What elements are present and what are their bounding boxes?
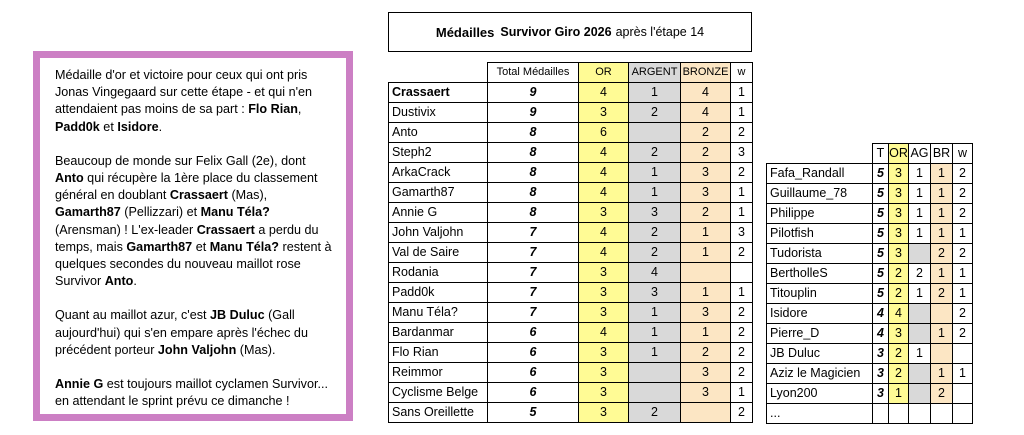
bronze-cell: 1	[931, 364, 953, 384]
bronze-cell	[931, 304, 953, 324]
bronze-cell: 1	[931, 184, 953, 204]
bronze-cell: 3	[681, 183, 731, 203]
table-row	[389, 283, 753, 303]
medals-side-table	[766, 143, 973, 424]
total-cell: 5	[873, 244, 889, 264]
header-or: OR	[579, 63, 629, 83]
commentary-run: ,	[297, 102, 302, 117]
table-row	[389, 343, 753, 363]
argent-cell: 1	[629, 343, 681, 363]
participant-name-cell: Manu Téla?	[389, 303, 488, 323]
participant-name: Gamarth87	[55, 205, 121, 220]
or-cell: 3	[889, 184, 909, 204]
total-cell: 9	[488, 83, 579, 103]
table-row	[767, 404, 973, 424]
bronze-cell: 1	[931, 204, 953, 224]
side-header-w: w	[953, 144, 973, 164]
participant-name: Crassaert	[169, 188, 228, 203]
argent-cell: 2	[629, 223, 681, 243]
table-row	[767, 224, 973, 244]
commentary-run: est toujours maillot cyclamen Survivor... en attendant le sprint prévu ce dimanche !	[55, 377, 328, 409]
header-w: w	[731, 63, 753, 83]
table-row	[389, 263, 753, 283]
side-table-header	[767, 144, 973, 164]
participant-name-cell: Padd0k	[389, 283, 488, 303]
total-cell: 8	[488, 203, 579, 223]
participant-name-cell: Gamarth87	[389, 183, 488, 203]
side-header-ag: AG	[909, 144, 931, 164]
w-cell: 2	[731, 403, 753, 423]
table-row	[389, 243, 753, 263]
argent-cell	[909, 384, 931, 404]
argent-cell: 1	[909, 224, 931, 244]
or-cell: 4	[579, 183, 629, 203]
commentary-run: qui récupère la 1ère place du classement général en doublant	[55, 171, 318, 203]
participant-name: Anto	[55, 171, 84, 186]
bronze-cell	[681, 403, 731, 423]
or-cell: 3	[889, 244, 909, 264]
bronze-cell: 2	[931, 244, 953, 264]
table-row	[767, 284, 973, 304]
total-cell: 7	[488, 263, 579, 283]
bronze-cell: 1	[931, 324, 953, 344]
or-cell: 3	[579, 263, 629, 283]
or-cell: 3	[889, 324, 909, 344]
total-cell: 6	[488, 323, 579, 343]
or-cell: 3	[889, 164, 909, 184]
bronze-cell: 3	[681, 363, 731, 383]
commentary-run: (Mas).	[236, 342, 276, 357]
bronze-cell: 2	[681, 143, 731, 163]
participant-name: Manu Téla?	[200, 205, 270, 220]
w-cell: 1	[953, 264, 973, 284]
or-cell: 3	[889, 224, 909, 244]
total-cell: 6	[488, 363, 579, 383]
commentary-run: et	[99, 119, 118, 134]
total-cell: 5	[873, 284, 889, 304]
side-header-or: OR	[889, 144, 909, 164]
participant-name-cell: Fafa_Randall	[767, 164, 873, 184]
table-row	[389, 303, 753, 323]
w-cell	[953, 404, 973, 424]
total-cell: 7	[488, 303, 579, 323]
table-row	[767, 184, 973, 204]
w-cell: 2	[953, 324, 973, 344]
w-cell: 2	[731, 163, 753, 183]
argent-cell: 3	[629, 283, 681, 303]
or-cell: 2	[889, 364, 909, 384]
bronze-cell: 4	[681, 83, 731, 103]
w-cell: 2	[731, 123, 753, 143]
argent-cell: 1	[629, 303, 681, 323]
total-cell: 5	[873, 164, 889, 184]
bronze-cell: 2	[681, 203, 731, 223]
participant-name: Padd0k	[55, 119, 100, 134]
bronze-cell	[931, 344, 953, 364]
or-cell: 3	[579, 363, 629, 383]
participant-name-cell: ArkaCrack	[389, 163, 488, 183]
w-cell: 2	[953, 304, 973, 324]
total-cell: 9	[488, 103, 579, 123]
or-cell: 4	[579, 143, 629, 163]
total-cell: 8	[488, 183, 579, 203]
participant-name: Manu Téla?	[209, 239, 279, 254]
w-cell: 2	[731, 363, 753, 383]
participant-name-cell: John Valjohn	[389, 223, 488, 243]
table-row	[389, 183, 753, 203]
participant-name-cell: Pilotfish	[767, 224, 873, 244]
table-row	[389, 203, 753, 223]
or-cell: 3	[579, 203, 629, 223]
bronze-cell: 1	[931, 164, 953, 184]
table-row	[389, 163, 753, 183]
bronze-cell: 3	[681, 303, 731, 323]
total-cell: 3	[873, 364, 889, 384]
argent-cell: 1	[909, 164, 931, 184]
bronze-cell	[931, 404, 953, 424]
or-cell: 2	[889, 344, 909, 364]
table-row	[389, 143, 753, 163]
commentary-run: (Mas),	[227, 188, 268, 203]
participant-name-cell: Crassaert	[389, 83, 488, 103]
participant-name: John Valjohn	[157, 342, 237, 357]
table-row	[389, 83, 753, 103]
table-row	[389, 363, 753, 383]
or-cell: 2	[889, 284, 909, 304]
table-row	[767, 304, 973, 324]
argent-cell	[629, 363, 681, 383]
argent-cell: 2	[629, 103, 681, 123]
w-cell	[953, 384, 973, 404]
participant-name: Annie G	[55, 377, 104, 392]
table-row	[389, 403, 753, 423]
or-cell: 4	[579, 323, 629, 343]
table-row	[767, 384, 973, 404]
participant-name-cell: Dustivix	[389, 103, 488, 123]
participant-name-cell: Annie G	[389, 203, 488, 223]
w-cell: 2	[731, 303, 753, 323]
total-cell: 6	[488, 383, 579, 403]
table-row	[767, 364, 973, 384]
commentary-run: Quant au maillot azur, c'est	[55, 308, 211, 323]
or-cell: 3	[579, 283, 629, 303]
bronze-cell: 1	[681, 283, 731, 303]
commentary-run: (Pellizzari) et	[120, 205, 201, 220]
commentary-paragraph-4	[55, 376, 336, 410]
commentary-run: Médaille d'or et victoire pour ceux qui ont pris Jonas Vingegaard sur cette étape - et qui n'en attendaient pas moins de sa part :	[55, 68, 313, 117]
w-cell: 2	[953, 204, 973, 224]
medals-table-header	[389, 63, 753, 83]
participant-name-cell: Reimmor	[389, 363, 488, 383]
participant-name-cell: ...	[767, 404, 873, 424]
participant-name: Crassaert	[196, 222, 255, 237]
w-cell: 1	[953, 224, 973, 244]
commentary-run: .	[158, 119, 163, 134]
argent-cell	[909, 364, 931, 384]
participant-name-cell: Flo Rian	[389, 343, 488, 363]
total-cell: 7	[488, 283, 579, 303]
bronze-cell: 1	[931, 264, 953, 284]
or-cell: 6	[579, 123, 629, 143]
participant-name-cell: Cyclisme Belge	[389, 383, 488, 403]
page-title	[388, 12, 752, 52]
participant-name: Anto	[104, 274, 134, 289]
w-cell	[731, 263, 753, 283]
bronze-cell: 2	[931, 384, 953, 404]
participant-name-cell: Philippe	[767, 204, 873, 224]
header-blank	[389, 63, 488, 83]
argent-cell: 1	[629, 83, 681, 103]
argent-cell: 2	[629, 143, 681, 163]
participant-name-cell: Rodania	[389, 263, 488, 283]
commentary-run: (Gall aujourd'hui) qui s'en empare après l'échec du précédent porteur	[55, 308, 308, 357]
argent-cell: 4	[629, 263, 681, 283]
w-cell: 2	[731, 323, 753, 343]
w-cell: 3	[731, 143, 753, 163]
total-cell: 5	[488, 403, 579, 423]
participant-name-cell: Sans Oreillette	[389, 403, 488, 423]
argent-cell	[909, 304, 931, 324]
participant-name: JB Duluc	[210, 308, 265, 323]
header-bronze: BRONZE	[681, 63, 731, 83]
or-cell	[889, 404, 909, 424]
commentary-run: et	[192, 239, 210, 254]
participant-name: Gamarth87	[126, 239, 193, 254]
total-cell: 6	[488, 343, 579, 363]
table-row	[767, 324, 973, 344]
title-stage: après l'étape 14	[615, 25, 705, 39]
argent-cell: 1	[629, 323, 681, 343]
participant-name-cell: Isidore	[767, 304, 873, 324]
or-cell: 3	[579, 343, 629, 363]
header-total: Total Médailles	[488, 63, 579, 83]
w-cell: 3	[731, 223, 753, 243]
total-cell: 4	[873, 324, 889, 344]
side-header-blank	[767, 144, 873, 164]
participant-name-cell: Steph2	[389, 143, 488, 163]
argent-cell: 1	[629, 183, 681, 203]
or-cell: 3	[889, 204, 909, 224]
commentary-text	[40, 58, 346, 410]
or-cell: 4	[579, 223, 629, 243]
or-cell: 1	[889, 384, 909, 404]
w-cell: 1	[731, 203, 753, 223]
participant-name-cell: Lyon200	[767, 384, 873, 404]
participant-name-cell: Pierre_D	[767, 324, 873, 344]
total-cell: 5	[873, 264, 889, 284]
participant-name-cell: Titouplin	[767, 284, 873, 304]
or-cell: 2	[889, 264, 909, 284]
w-cell: 1	[731, 103, 753, 123]
or-cell: 3	[579, 383, 629, 403]
table-row	[767, 164, 973, 184]
total-cell: 7	[488, 223, 579, 243]
commentary-run: .	[133, 274, 137, 289]
side-header-t: T	[873, 144, 889, 164]
commentary-paragraph-3	[55, 307, 336, 359]
table-row	[389, 323, 753, 343]
w-cell: 2	[731, 343, 753, 363]
bronze-cell: 1	[681, 243, 731, 263]
w-cell: 1	[953, 284, 973, 304]
w-cell: 2	[731, 243, 753, 263]
or-cell: 4	[579, 163, 629, 183]
bronze-cell: 1	[931, 224, 953, 244]
table-row	[389, 383, 753, 403]
total-cell: 5	[873, 184, 889, 204]
w-cell: 1	[731, 183, 753, 203]
commentary-run: (Arensman) ! L'ex-leader	[55, 222, 197, 237]
w-cell: 2	[953, 244, 973, 264]
argent-cell	[909, 324, 931, 344]
argent-cell: 2	[909, 264, 931, 284]
bronze-cell: 2	[681, 343, 731, 363]
bronze-cell: 3	[681, 163, 731, 183]
participant-name: Flo Rian	[248, 102, 298, 117]
bronze-cell: 3	[681, 383, 731, 403]
participant-name-cell: Aziz le Magicien	[767, 364, 873, 384]
commentary-run: restent à quelques secondes du nouveau maillot rose Survivor	[55, 239, 332, 289]
or-cell: 4	[579, 243, 629, 263]
participant-name-cell: Anto	[389, 123, 488, 143]
w-cell: 1	[731, 383, 753, 403]
argent-cell: 1	[909, 184, 931, 204]
commentary-paragraph-2	[55, 153, 336, 291]
participant-name-cell: Val de Saire	[389, 243, 488, 263]
total-cell: 8	[488, 163, 579, 183]
w-cell: 1	[731, 83, 753, 103]
table-row	[767, 264, 973, 284]
table-row	[389, 223, 753, 243]
w-cell	[953, 344, 973, 364]
or-cell: 4	[579, 83, 629, 103]
total-cell: 8	[488, 123, 579, 143]
commentary-paragraph-1	[55, 67, 336, 136]
participant-name-cell: Tudorista	[767, 244, 873, 264]
table-row	[767, 204, 973, 224]
total-cell: 8	[488, 143, 579, 163]
bronze-cell: 1	[681, 223, 731, 243]
argent-cell: 1	[909, 344, 931, 364]
argent-cell	[629, 383, 681, 403]
or-cell: 3	[579, 103, 629, 123]
participant-name: Isidore	[117, 119, 159, 134]
commentary-run: Beaucoup de monde sur Felix Gall (2e), dont	[55, 153, 306, 168]
argent-cell	[629, 123, 681, 143]
total-cell	[873, 404, 889, 424]
total-cell: 7	[488, 243, 579, 263]
side-header-br: BR	[931, 144, 953, 164]
medals-table	[388, 62, 753, 423]
argent-cell: 1	[909, 204, 931, 224]
participant-name-cell: JB Duluc	[767, 344, 873, 364]
table-row	[767, 344, 973, 364]
or-cell: 3	[579, 403, 629, 423]
bronze-cell: 4	[681, 103, 731, 123]
argent-cell: 2	[629, 403, 681, 423]
w-cell: 2	[953, 164, 973, 184]
w-cell: 2	[953, 184, 973, 204]
total-cell: 4	[873, 304, 889, 324]
table-row	[389, 123, 753, 143]
argent-cell: 1	[909, 284, 931, 304]
header-argent: ARGENT	[629, 63, 681, 83]
argent-cell: 1	[629, 163, 681, 183]
participant-name-cell: Bardanmar	[389, 323, 488, 343]
bronze-cell: 2	[681, 123, 731, 143]
argent-cell	[909, 404, 931, 424]
bronze-cell: 2	[931, 284, 953, 304]
w-cell: 1	[953, 364, 973, 384]
title-medailles: Médailles	[435, 24, 495, 40]
title-competition: Survivor Giro 2026	[500, 25, 612, 39]
argent-cell: 3	[629, 203, 681, 223]
commentary-box	[33, 51, 353, 421]
w-cell: 1	[731, 283, 753, 303]
total-cell: 5	[873, 224, 889, 244]
or-cell: 3	[579, 303, 629, 323]
commentary-run: a perdu du temps, mais	[55, 222, 319, 254]
argent-cell	[909, 244, 931, 264]
total-cell: 5	[873, 204, 889, 224]
bronze-cell: 1	[681, 323, 731, 343]
total-cell: 3	[873, 344, 889, 364]
or-cell: 4	[889, 304, 909, 324]
table-row	[767, 244, 973, 264]
argent-cell: 2	[629, 243, 681, 263]
bronze-cell	[681, 263, 731, 283]
total-cell: 3	[873, 384, 889, 404]
participant-name-cell: Guillaume_78	[767, 184, 873, 204]
table-row	[389, 103, 753, 123]
participant-name-cell: BertholleS	[767, 264, 873, 284]
